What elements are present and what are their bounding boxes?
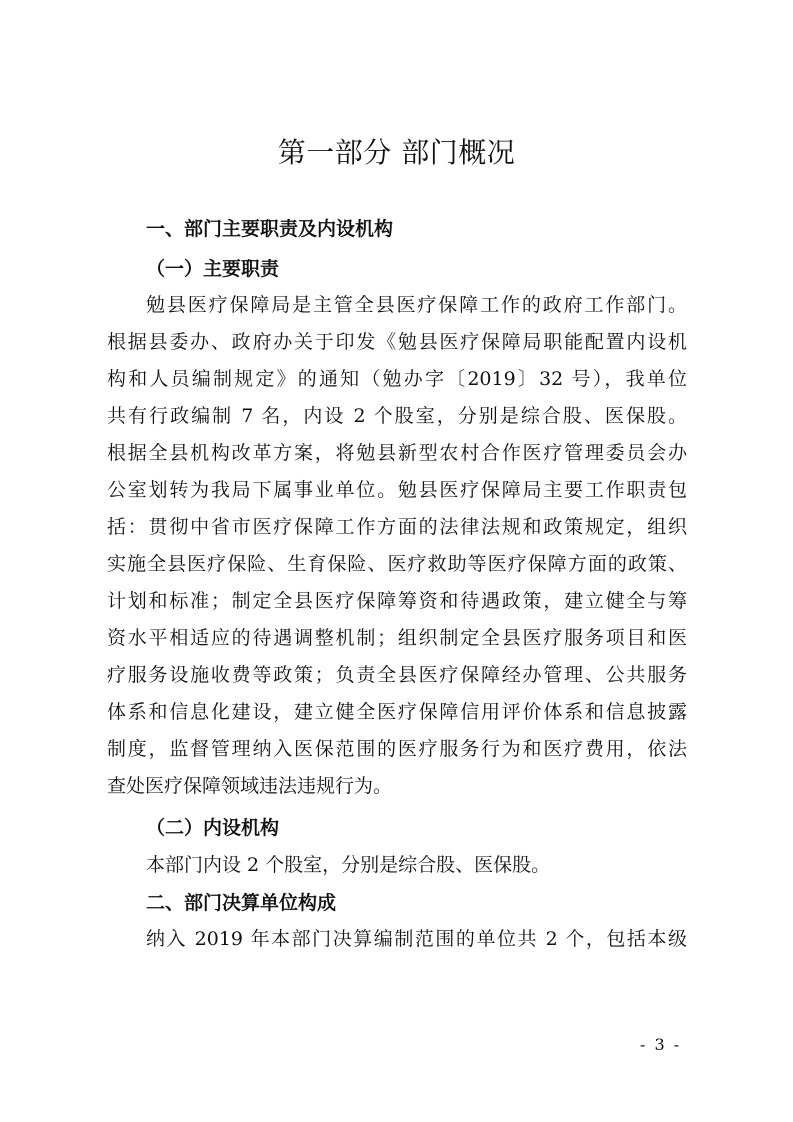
- paragraph-line: 实施全县医疗保险、生育保险、医疗救助等医疗保障方面的政策、: [107, 553, 687, 575]
- section-2-heading: 二、部门决算单位构成: [146, 892, 337, 914]
- internal-units-text: 本部门内设 2 个股室，分别是综合股、医保股。: [146, 854, 551, 876]
- paragraph-line: 公室划转为我局下属事业单位。勉县医疗保障局主要工作职责包: [107, 479, 687, 501]
- budget-units-text: 纳入 2019 年本部门决算编制范围的单位共 2 个，包括本级: [146, 928, 687, 950]
- paragraph-line: 构和人员编制规定》的通知（勉办字〔2019〕32 号），我单位: [107, 368, 687, 390]
- page-title: 第一部分 部门概况: [277, 136, 516, 169]
- paragraph-line: 疗服务设施收费等政策；负责全县医疗保障经办管理、公共服务: [107, 664, 687, 686]
- paragraph-line: 根据县委办、政府办关于印发《勉县医疗保障局职能配置内设机: [107, 331, 687, 353]
- paragraph-line: 括：贯彻中省市医疗保障工作方面的法律法规和政策规定，组织: [107, 516, 687, 538]
- paragraph-line: 根据全县机构改革方案，将勉县新型农村合作医疗管理委员会办: [107, 442, 687, 464]
- paragraph-line: 计划和标准；制定全县医疗保障筹资和待遇政策，建立健全与筹: [107, 590, 687, 612]
- paragraph-line: 制度，监督管理纳入医保范围的医疗服务行为和医疗费用，依法: [107, 738, 687, 760]
- paragraph-line: 共有行政编制 7 名，内设 2 个股室，分别是综合股、医保股。: [107, 405, 687, 427]
- paragraph-line: 资水平相适应的待遇调整机制；组织制定全县医疗服务项目和医: [107, 627, 687, 649]
- subsection-2-heading: （二）内设机构: [146, 817, 280, 839]
- paragraph-line: 体系和信息化建设，建立健全医疗保障信用评价体系和信息披露: [107, 701, 687, 723]
- paragraph-line: 勉县医疗保障局是主管全县医疗保障工作的政府工作部门。: [146, 294, 687, 316]
- page-number: - 3 -: [640, 1035, 682, 1054]
- section-1-heading: 一、部门主要职责及内设机构: [146, 218, 394, 240]
- paragraph-line: 查处医疗保障领域违法违规行为。: [107, 775, 393, 797]
- subsection-1-heading: （一）主要职责: [146, 258, 280, 280]
